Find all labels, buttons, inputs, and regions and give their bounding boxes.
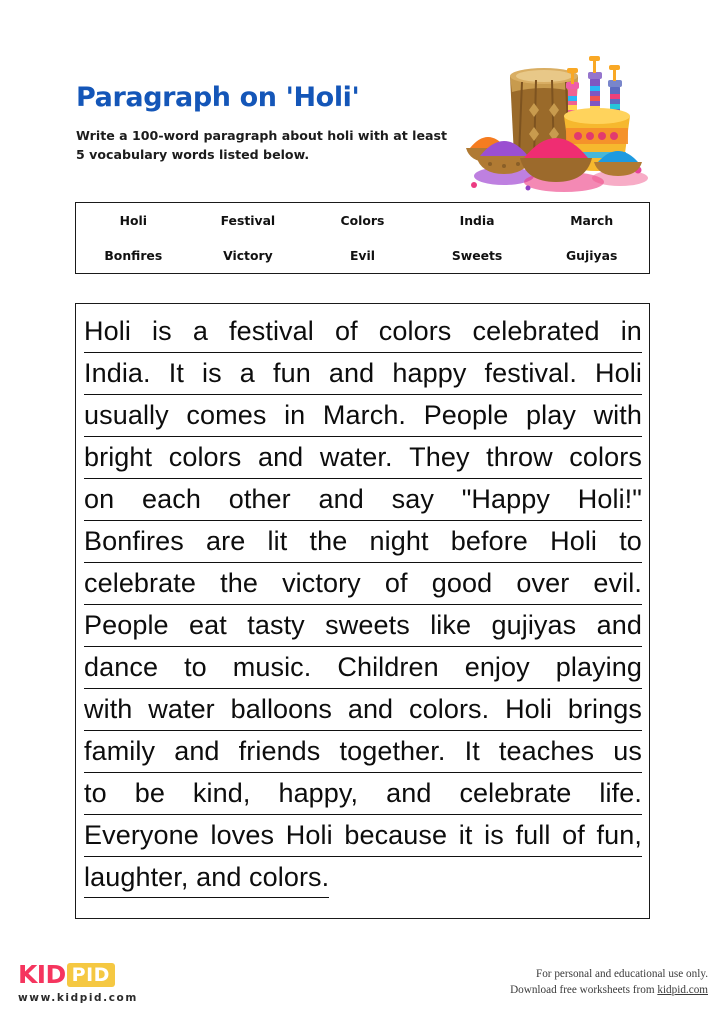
paragraph-word: Everyone	[84, 820, 199, 850]
paragraph-word: and	[328, 358, 375, 388]
paragraph-word: gujiyas	[491, 610, 577, 640]
paragraph-word: comes	[186, 400, 267, 430]
paragraph-line	[84, 437, 642, 479]
footer-notice	[510, 966, 708, 998]
paragraph-word: colors	[569, 442, 642, 472]
vocabulary-word: India	[459, 213, 495, 228]
answer-area[interactable]	[75, 303, 650, 919]
paragraph-word: Bonfires	[84, 526, 184, 556]
paragraph-word: before	[450, 526, 528, 556]
paragraph-word: lit	[267, 526, 288, 556]
paragraph-word: water.	[319, 442, 393, 472]
paragraph-word: friends	[238, 736, 321, 766]
paragraph-word: with	[84, 694, 133, 724]
paragraph-word: night	[369, 526, 429, 556]
kidpid-logo	[18, 962, 138, 1004]
paragraph-line	[84, 563, 642, 605]
worksheet-header	[0, 0, 724, 195]
paragraph-word: enjoy	[464, 652, 530, 682]
paragraph-word: it	[458, 820, 473, 850]
paragraph-word: the	[309, 526, 348, 556]
paragraph-line	[84, 353, 642, 395]
paragraph-word: with	[593, 400, 642, 430]
paragraph-word: evil.	[593, 568, 642, 598]
paragraph-word: It	[464, 736, 480, 766]
paragraph-line	[84, 773, 642, 815]
vocabulary-word: March	[570, 213, 614, 228]
paragraph-word: People	[423, 400, 509, 430]
paragraph-word: "Happy	[461, 484, 550, 514]
paragraph-word: colors.	[409, 694, 490, 724]
paragraph-word: playing	[555, 652, 642, 682]
paragraph-word: teaches	[498, 736, 595, 766]
paragraph-word: India.	[84, 358, 151, 388]
paragraph-word: Holi	[595, 358, 642, 388]
paragraph-line	[84, 479, 642, 521]
paragraph-word: is	[484, 820, 504, 850]
paragraph-word: over	[516, 568, 570, 598]
footer-notice-line-1: For personal and educational use only.	[535, 968, 708, 980]
vocabulary-word: Colors	[340, 213, 385, 228]
paragraph-word: throw	[486, 442, 553, 472]
logo-mark	[18, 962, 138, 988]
paragraph-word: fun	[273, 358, 311, 388]
vocabulary-word-bank	[75, 202, 650, 274]
paragraph-word: Holi!"	[577, 484, 642, 514]
kidpid-link[interactable]: kidpid.com	[657, 984, 708, 996]
paragraph-word: fun,	[596, 820, 642, 850]
paragraph-word: bright	[84, 442, 153, 472]
paragraph-line	[84, 521, 642, 563]
paragraph-word: in	[284, 400, 306, 430]
paragraph-word: Holi	[550, 526, 598, 556]
paragraph-word: are	[206, 526, 246, 556]
paragraph-word: in	[620, 316, 642, 346]
paragraph-word: to	[84, 778, 107, 808]
vocabulary-row-2	[76, 238, 649, 273]
paragraph-word: other	[228, 484, 291, 514]
paragraph-word: and	[347, 694, 394, 724]
paragraph-line-text: laughter, and colors.	[84, 857, 329, 898]
page-title: Paragraph on 'Holi'	[76, 82, 360, 113]
paragraph-word: and	[174, 736, 220, 766]
holi-illustration	[452, 52, 660, 194]
logo-kid-text: KID	[18, 960, 66, 989]
paragraph-word: be	[134, 778, 165, 808]
paragraph-word: together.	[339, 736, 446, 766]
paragraph-word: life.	[599, 778, 642, 808]
paragraph-word: festival.	[484, 358, 577, 388]
vocabulary-word: Holi	[119, 213, 147, 228]
vocabulary-word: Sweets	[451, 248, 503, 263]
paragraph-word: victory	[282, 568, 361, 598]
paragraph-word: is	[202, 358, 222, 388]
paragraph-word: loves	[210, 820, 275, 850]
paragraph-word: happy,	[278, 778, 359, 808]
paragraph-word: of	[562, 820, 585, 850]
paragraph-word: of	[384, 568, 408, 598]
paragraph-line	[84, 815, 642, 857]
instructions-text: Write a 100-word paragraph about holi with at least 5 vocabulary words listed below.	[76, 128, 448, 162]
paragraph-line	[84, 857, 642, 899]
paragraph-line	[84, 731, 642, 773]
paragraph-word: full	[515, 820, 551, 850]
paragraph-word: us	[613, 736, 642, 766]
vocabulary-word: Gujiyas	[566, 248, 618, 263]
paragraph-word: Holi	[84, 316, 131, 346]
paragraph-word: Holi	[285, 820, 333, 850]
paragraph-word: because	[344, 820, 448, 850]
paragraph-line	[84, 605, 642, 647]
paragraph-word: of	[334, 316, 358, 346]
paragraph-word: eat	[189, 610, 227, 640]
paragraph-word: celebrate	[84, 568, 196, 598]
paragraph-word: each	[142, 484, 201, 514]
footer-notice-prefix: Download free worksheets from	[510, 984, 658, 996]
logo-pid-text: PID	[67, 963, 115, 987]
paragraph-line	[84, 395, 642, 437]
paragraph-word: and	[257, 442, 304, 472]
paragraph-word: Children	[337, 652, 439, 682]
paragraph-word: It	[168, 358, 184, 388]
paragraph-line	[84, 311, 642, 353]
paragraph-line	[84, 689, 642, 731]
paragraph-word: kind,	[192, 778, 251, 808]
paragraph-word: and	[596, 610, 642, 640]
handwritten-paragraph	[84, 311, 642, 899]
logo-website-url: www.kidpid.com	[18, 992, 138, 1004]
paragraph-word: Holi	[505, 694, 552, 724]
paragraph-word: play	[526, 400, 576, 430]
paragraph-word: like	[430, 610, 472, 640]
paragraph-word: March.	[322, 400, 407, 430]
paragraph-word: to	[184, 652, 207, 682]
paragraph-word: say	[391, 484, 434, 514]
paragraph-word: a	[192, 316, 208, 346]
paragraph-word: celebrated	[472, 316, 600, 346]
paragraph-word: They	[409, 442, 470, 472]
vocabulary-word: Festival	[220, 213, 276, 228]
paragraph-word: colors	[168, 442, 242, 472]
vocabulary-word: Victory	[223, 248, 273, 263]
paragraph-word: and	[386, 778, 432, 808]
paragraph-word: colors	[378, 316, 452, 346]
paragraph-word: the	[220, 568, 258, 598]
paragraph-word: festival	[229, 316, 314, 346]
paragraph-word: usually	[84, 400, 169, 430]
paragraph-word: happy	[392, 358, 467, 388]
footer-notice-line-2	[510, 982, 708, 998]
vocabulary-word: Evil	[349, 248, 375, 263]
paragraph-word: and	[318, 484, 364, 514]
paragraph-word: is	[152, 316, 172, 346]
paragraph-word: tasty	[247, 610, 305, 640]
paragraph-word: balloons	[230, 694, 332, 724]
worksheet-footer	[0, 950, 724, 1024]
vocabulary-word: Bonfires	[104, 248, 163, 263]
paragraph-word: family	[84, 736, 156, 766]
paragraph-word: a	[239, 358, 255, 388]
paragraph-word: dance	[84, 652, 159, 682]
vocabulary-row-1	[76, 203, 649, 238]
paragraph-word: good	[431, 568, 493, 598]
paragraph-word: to	[619, 526, 642, 556]
paragraph-word: celebrate	[459, 778, 572, 808]
paragraph-word: sweets	[325, 610, 410, 640]
paragraph-word: water	[148, 694, 215, 724]
paragraph-line	[84, 647, 642, 689]
paragraph-word: music.	[232, 652, 312, 682]
paragraph-word: People	[84, 610, 169, 640]
paragraph-word: brings	[567, 694, 642, 724]
paragraph-word: on	[84, 484, 115, 514]
